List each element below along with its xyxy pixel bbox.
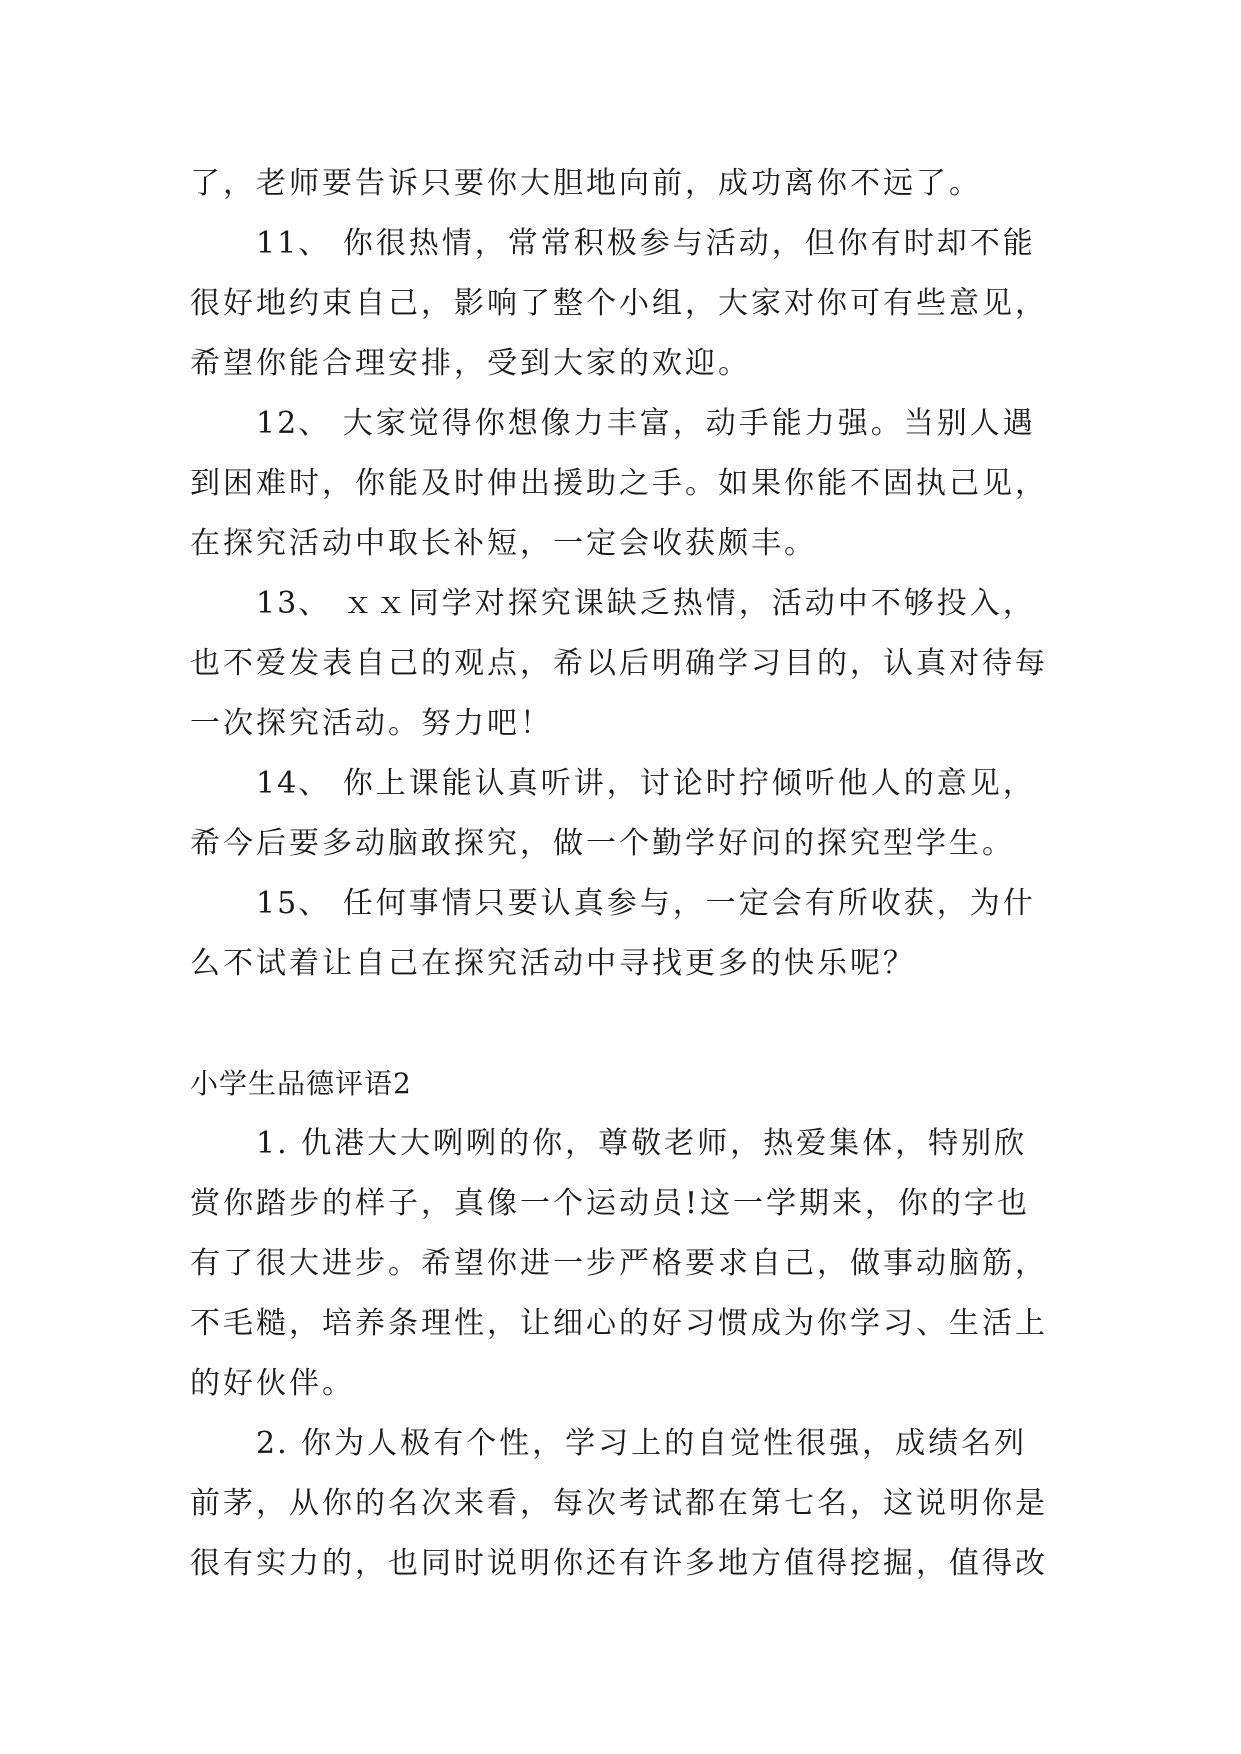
comment-item-13 xyxy=(190,574,1050,754)
item-number: 11、 xyxy=(256,226,331,261)
item-text: 你为人极有个性，学习上的自觉性很强，成绩名列前茅，从你的名次来看，每次考试都在第七名，这说明你是很有实力的，也同时说明你还有许多地方值得挖掘，值得改 xyxy=(190,1426,1048,1581)
comment-item-14 xyxy=(190,754,1050,874)
item-text: 你很热情，常常积极参与活动，但你有时却不能很好地约束自己，影响了整个小组，大家对你可有些意见，希望你能合理安排，受到大家的欢迎。 xyxy=(190,226,1048,381)
continuation-paragraph: 了，老师要告诉只要你大胆地向前，成功离你不远了。 xyxy=(190,166,982,201)
item-number: 12、 xyxy=(256,406,331,441)
comment-item-11 xyxy=(190,214,1050,394)
item-number: 13、 xyxy=(256,586,331,621)
item-number: 1. xyxy=(256,1126,289,1161)
section-spacer xyxy=(190,994,1050,1054)
item-text: 大家觉得你想像力丰富，动手能力强。当别人遇到困难时，你能及时伸出援助之手。如果你能不固执己见，在探究活动中取长补短，一定会收获颇丰。 xyxy=(190,406,1048,561)
document-body xyxy=(190,154,1050,1594)
section-heading: 小学生品德评语2 xyxy=(190,1067,412,1100)
item-text: 仇港大大咧咧的你，尊敬老师，热爱集体，特别欣赏你踏步的样子，真像一个运动员!这一学期来，你的字也有了很大进步。希望你进一步严格要求自己，做事动脑筋，不毛糙，培养条理性，让细心的好习惯成为你学习、生活上的好伙伴。 xyxy=(190,1126,1048,1401)
comment-item-15 xyxy=(190,874,1050,994)
item-text: 你上课能认真听讲，讨论时拧倾听他人的意见，希今后要多动脑敢探究，做一个勤学好问的探究型学生。 xyxy=(190,766,1036,861)
comment-item-2 xyxy=(190,1414,1050,1594)
comment-item-1 xyxy=(190,1114,1050,1414)
comment-item-12 xyxy=(190,394,1050,574)
item-number: 14、 xyxy=(256,766,331,801)
item-text: ｘｘ同学对探究课缺乏热情，活动中不够投入，也不爱发表自己的观点，希以后明确学习目的，认真对待每一次探究活动。努力吧！ xyxy=(190,586,1048,741)
item-number: 15、 xyxy=(256,886,331,921)
item-text: 任何事情只要认真参与，一定会有所收获，为什么不试着让自己在探究活动中寻找更多的快乐呢？ xyxy=(190,886,1036,981)
item-number: 2. xyxy=(256,1426,289,1461)
